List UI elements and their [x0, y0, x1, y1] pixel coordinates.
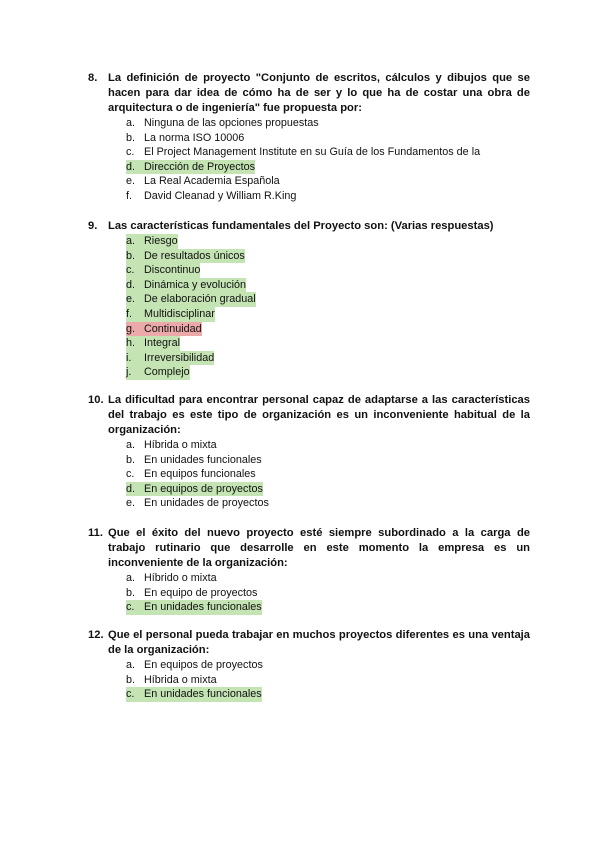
- option-text: Irreversibilidad: [144, 351, 215, 364]
- option-text: Híbrida o mixta: [144, 673, 217, 686]
- option-letter: e.: [126, 175, 136, 188]
- option-letter: d.: [126, 482, 144, 497]
- option-letter: i.: [126, 351, 144, 366]
- question-number: 10.: [88, 394, 104, 406]
- option-text: David Cleanad y William R.King: [144, 189, 297, 202]
- option-text: Híbrida o mixta: [144, 439, 217, 451]
- question-8: [88, 71, 530, 204]
- option-letter: f.: [126, 307, 144, 322]
- question-12: [88, 628, 530, 702]
- option-letter: e.: [126, 497, 136, 510]
- option-text: De elaboración gradual: [144, 293, 256, 306]
- option-item: [126, 174, 530, 189]
- option-item: [126, 467, 530, 482]
- option-letter: d.: [126, 160, 144, 175]
- option-item: [126, 496, 530, 511]
- question-text: Las características fundamentales del Proyecto son: (Varias respuestas): [108, 220, 494, 232]
- question-header: [88, 71, 530, 116]
- option-text: Integral: [144, 337, 181, 350]
- option-item: [126, 658, 530, 673]
- option-text: En equipos funcionales: [144, 468, 256, 481]
- option-letter: c.: [126, 146, 135, 159]
- question-11: [88, 526, 530, 615]
- question-text: Que el personal pueda trabajar en muchos proyectos diferentes es una ventaja de la organización:: [108, 629, 530, 656]
- option-text: En unidades funcionales: [144, 453, 262, 466]
- option-item: [126, 438, 530, 453]
- option-letter: g.: [126, 322, 144, 337]
- option-text: Riesgo: [144, 235, 178, 247]
- option-text: El Project Management Institute en su Guía de los Fundamentos de la: [144, 146, 481, 159]
- option-letter: b.: [126, 586, 136, 599]
- option-letter: j.: [126, 365, 144, 380]
- options-list: [88, 658, 530, 702]
- option-letter: b.: [126, 673, 136, 686]
- option-item: [126, 673, 530, 688]
- option-item-correct: [126, 249, 530, 264]
- option-text: Multidisciplinar: [144, 307, 215, 320]
- option-item: [126, 189, 530, 204]
- question-text: La definición de proyecto "Conjunto de escritos, cálculos y dibujos que se hacen para dar idea de cómo ha de ser y lo que ha de costar una obra de arquitectura o de ingeniería" fue propuesta por:: [108, 72, 530, 114]
- option-letter: a.: [126, 439, 136, 451]
- option-text: En unidades funcionales: [144, 688, 262, 701]
- question-number: 11.: [88, 527, 103, 539]
- option-item-correct: [126, 292, 530, 307]
- option-item: [126, 586, 530, 601]
- option-letter: a.: [126, 234, 144, 249]
- option-text: La norma ISO 10006: [144, 131, 245, 144]
- question-10: [88, 393, 530, 511]
- option-item-wrong: [126, 322, 530, 337]
- option-letter: b.: [126, 453, 136, 466]
- option-item-correct: [126, 687, 530, 702]
- option-letter: b.: [126, 249, 144, 264]
- option-text: La Real Academia Española: [144, 175, 280, 188]
- option-item: [126, 571, 530, 586]
- option-item-correct: [126, 351, 530, 366]
- option-letter: b.: [126, 131, 136, 144]
- option-item-correct: [126, 600, 530, 615]
- option-letter: h.: [126, 336, 144, 351]
- option-letter: e.: [126, 292, 144, 307]
- option-item-correct: [126, 278, 530, 293]
- option-item: [126, 116, 530, 131]
- question-header: [88, 628, 530, 658]
- option-item-correct: [126, 365, 530, 380]
- question-header: [88, 526, 530, 571]
- option-text: En unidades funcionales: [144, 601, 262, 614]
- option-text: De resultados únicos: [144, 249, 245, 262]
- question-number: 8.: [88, 72, 98, 84]
- option-text: Dinámica y evolución: [144, 278, 247, 291]
- option-item-correct: [126, 307, 530, 322]
- option-letter: d.: [126, 278, 144, 293]
- option-text: En equipos de proyectos: [144, 482, 263, 495]
- option-text: Continuidad: [144, 322, 202, 335]
- question-number: 12.: [88, 629, 104, 641]
- options-list: [88, 571, 530, 615]
- option-item-correct: [126, 160, 530, 175]
- option-text: Complejo: [144, 366, 190, 379]
- question-text: Que el éxito del nuevo proyecto esté siempre subordinado a la carga de trabajo rutinario que desarrolle en este momento la empresa es un inconveniente de la organización:: [108, 527, 530, 569]
- option-letter: c.: [126, 600, 144, 615]
- option-item: [126, 131, 530, 146]
- option-item-correct: [126, 263, 530, 278]
- question-header: [88, 393, 530, 438]
- option-letter: a.: [126, 572, 136, 584]
- option-text: En equipos de proyectos: [144, 659, 263, 671]
- option-text: Híbrido o mixta: [144, 572, 217, 584]
- option-item-correct: [126, 336, 530, 351]
- option-text: Ninguna de las opciones propuestas: [144, 117, 319, 129]
- option-text: Dirección de Proyectos: [144, 160, 256, 173]
- option-item-correct: [126, 482, 530, 497]
- option-letter: c.: [126, 687, 144, 702]
- option-text: En unidades de proyectos: [144, 497, 269, 510]
- option-text: En equipo de proyectos: [144, 586, 258, 599]
- option-letter: a.: [126, 117, 136, 129]
- option-letter: c.: [126, 468, 135, 481]
- options-list: [88, 116, 530, 204]
- options-list: [88, 234, 530, 380]
- option-item-correct: [126, 234, 530, 249]
- option-letter: a.: [126, 659, 136, 671]
- question-header: [88, 219, 530, 234]
- option-letter: c.: [126, 263, 144, 278]
- option-item: [126, 145, 530, 160]
- question-text: La dificultad para encontrar personal capaz de adaptarse a las características del trabajo es este tipo de organización es un inconveniente habitual de la organización:: [108, 394, 530, 436]
- options-list: [88, 438, 530, 511]
- question-number: 9.: [88, 220, 98, 232]
- option-text: Discontinuo: [144, 264, 201, 277]
- option-letter: f.: [126, 189, 132, 202]
- option-item: [126, 453, 530, 468]
- question-9: [88, 219, 530, 380]
